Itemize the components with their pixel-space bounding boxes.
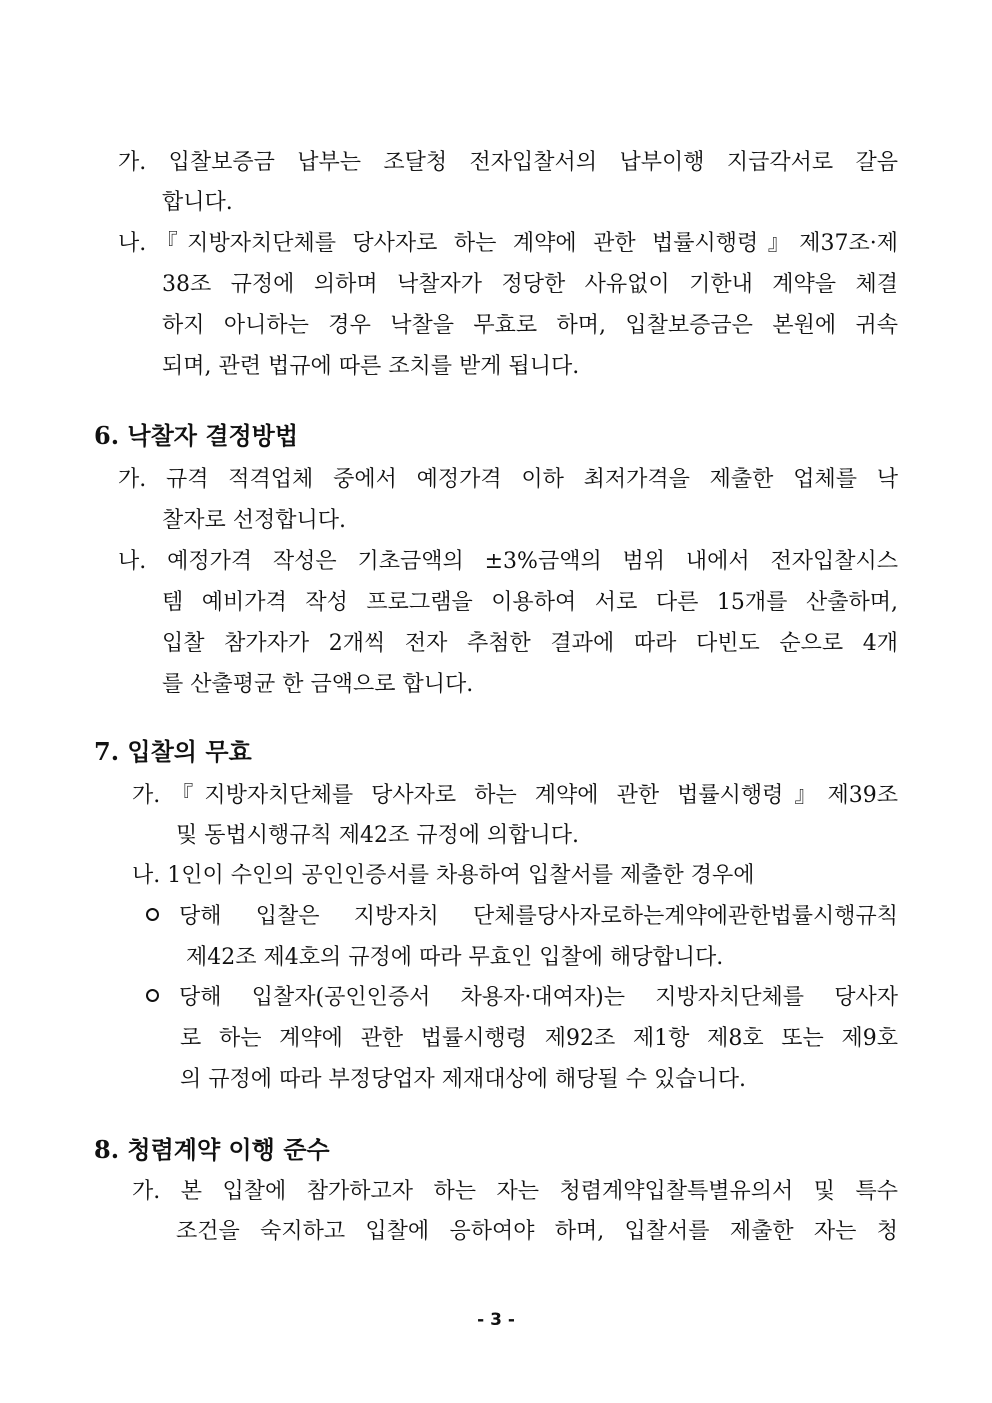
bullet-line xyxy=(146,897,898,937)
text-line: 템 예비가격 작성 프로그램을 이용하여 서로 다른 15개를 산출하며, xyxy=(162,590,898,615)
text-line: 를 산출평균 한 금액으로 합니다. xyxy=(162,672,474,697)
section-heading-8: 8. 청렴계약 이행 준수 xyxy=(94,1135,330,1164)
text-line: 의 규정에 따라 부정당업자 제재대상에 해당될 수 있습니다. xyxy=(180,1067,746,1092)
text-line: 되며, 관련 법규에 따른 조치를 받게 됩니다. xyxy=(162,354,580,379)
text-line: 제42조 제4호의 규정에 따라 무효인 입찰에 해당합니다. xyxy=(186,945,724,970)
text-line: 로 하는 계약에 관한 법률시행령 제92조 제1항 제8호 또는 제9호 xyxy=(180,1026,898,1051)
text-line: 합니다. xyxy=(162,190,233,215)
text-line: 당해 입찰자(공인인증서 차용자·대여자)는 지방자치단체를 당사자 xyxy=(179,985,898,1010)
text-line: 및 동법시행규칙 제42조 규정에 의합니다. xyxy=(176,823,579,848)
text-line: 나.『지방자치단체를 당사자로 하는 계약에 관한 법률시행령』제37조·제 xyxy=(118,231,898,256)
text-line: 38조 규정에 의하며 낙찰자가 정당한 사유없이 기한내 계약을 체결 xyxy=(162,272,898,297)
text-line: 나. 1인이 수인의 공인인증서를 차용하여 입찰서를 제출한 경우에 xyxy=(132,863,755,888)
text-line: 가.『지방자치단체를 당사자로 하는 계약에 관한 법률시행령』제39조 xyxy=(132,783,898,808)
circle-bullet-icon xyxy=(146,989,159,1002)
text-line: 조건을 숙지하고 입찰에 응하여야 하며, 입찰서를 제출한 자는 청 xyxy=(176,1219,898,1244)
text-line: 당해 입찰은 지방자치 단체를당사자로하는계약에관한법률시행규칙 xyxy=(179,904,898,929)
text-line: 하지 아니하는 경우 낙찰을 무효로 하며, 입찰보증금은 본원에 귀속 xyxy=(162,313,898,338)
text-line: 가. 입찰보증금 납부는 조달청 전자입찰서의 납부이행 지급각서로 갈음 xyxy=(118,150,898,175)
section-heading-6: 6. 낙찰자 결정방법 xyxy=(94,421,299,450)
text-line: 입찰 참가자가 2개씩 전자 추첨한 결과에 따라 다빈도 순으로 4개 xyxy=(162,631,898,656)
circle-bullet-icon xyxy=(146,908,159,921)
text-line: 가. 본 입찰에 참가하고자 하는 자는 청렴계약입찰특별유의서 및 특수 xyxy=(132,1179,898,1204)
text-line: 가. 규격 적격업체 중에서 예정가격 이하 최저가격을 제출한 업체를 낙 xyxy=(118,467,898,492)
bullet-line xyxy=(146,978,898,1018)
text-line: 찰자로 선정합니다. xyxy=(162,508,347,533)
text-line: 나. 예정가격 작성은 기초금액의 ±3%금액의 범위 내에서 전자입찰시스 xyxy=(118,549,898,574)
section-heading-7: 7. 입찰의 무효 xyxy=(94,737,252,766)
page-number: - 3 - xyxy=(477,1310,515,1330)
